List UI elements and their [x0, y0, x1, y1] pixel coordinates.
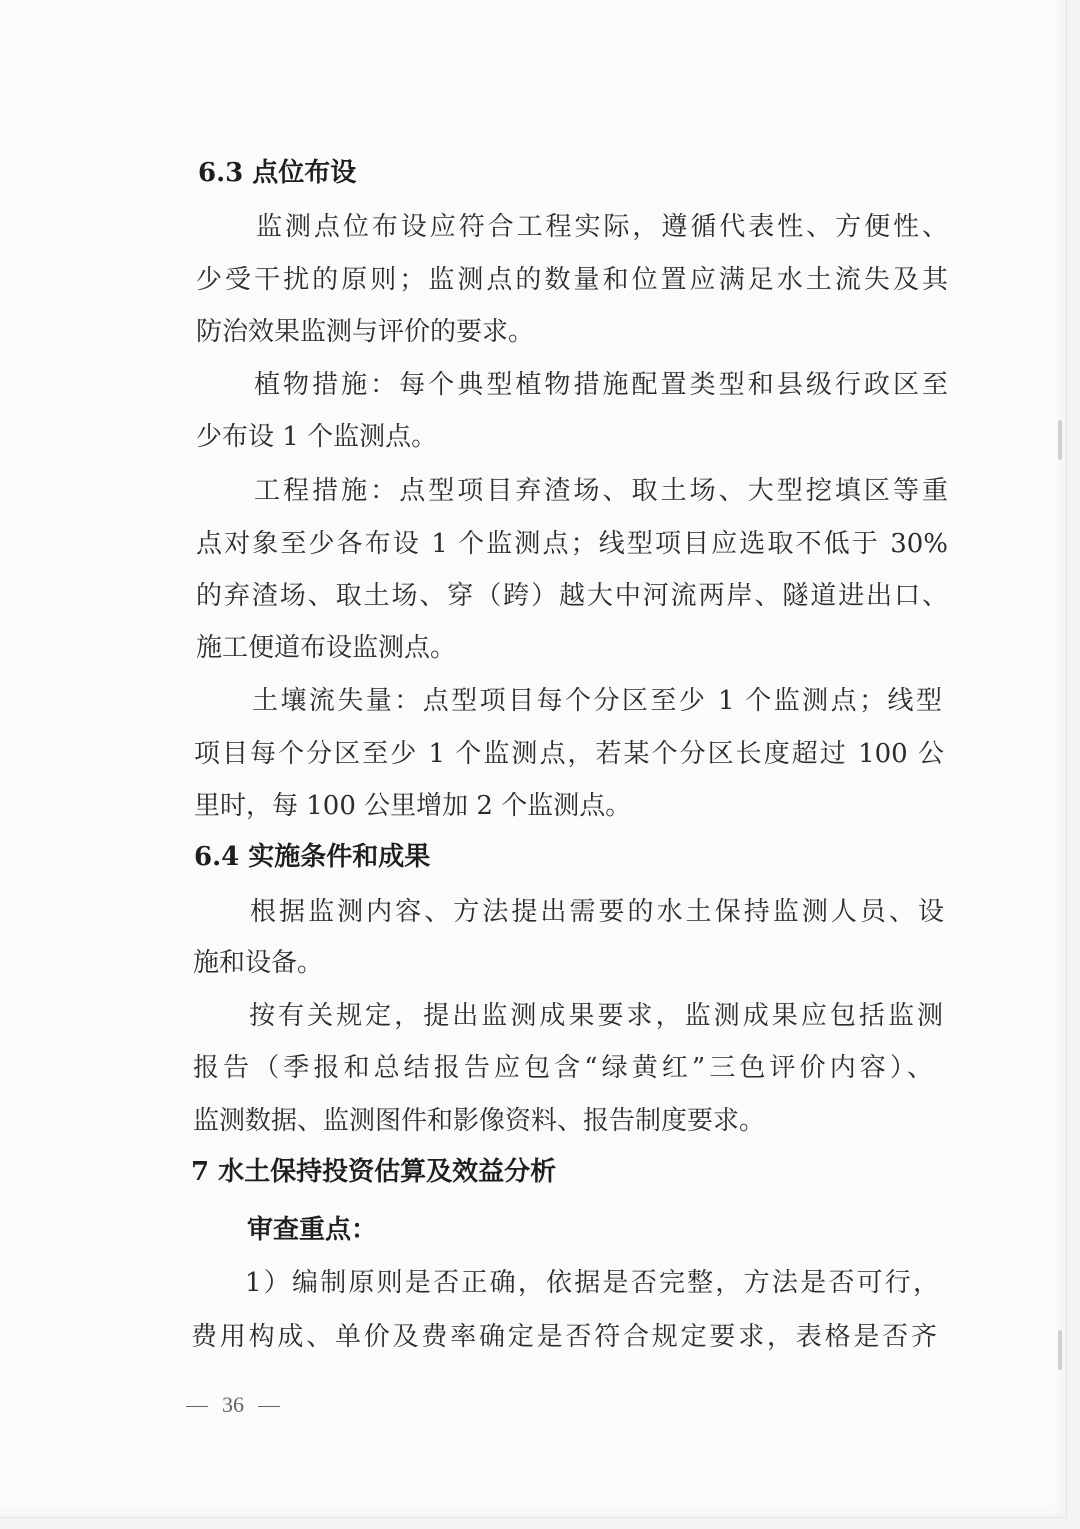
paragraph-line: 根据监测内容、方法提出需要的水土保持监测人员、设 — [250, 897, 944, 927]
review-focus-label: 审查重点： — [247, 1215, 378, 1245]
paragraph-line: 土壤流失量：点型项目每个分区至少 1 个监测点；线型 — [252, 686, 942, 716]
page-number-value: 36 — [222, 1392, 244, 1417]
paragraph-line: 报告（季报和总结报告应包含“绿黄红”三色评价内容）、 — [193, 1053, 933, 1083]
paragraph-line: 少布设 1 个监测点。 — [196, 422, 438, 452]
paragraph-line: 里时，每 100 公里增加 2 个监测点。 — [194, 791, 632, 821]
paragraph-line: 少受干扰的原则；监测点的数量和位置应满足水土流失及其 — [196, 265, 948, 295]
page-number-dash — [258, 1406, 280, 1407]
paragraph-line: 植物措施：每个典型植物措施配置类型和县级行政区至 — [254, 370, 948, 400]
section-6-4-heading: 6.4 实施条件和成果 — [194, 842, 431, 872]
paragraph-line: 监测点位布设应符合工程实际，遵循代表性、方便性、 — [256, 212, 948, 242]
scan-edge-mark — [1058, 1330, 1062, 1370]
page-number — [186, 1391, 280, 1419]
paragraph-line: 点对象至少各布设 1 个监测点；线型项目应选取不低于 30% — [196, 529, 948, 559]
paragraph-line: 工程措施：点型项目弃渣场、取土场、大型挖填区等重 — [254, 476, 948, 506]
section-7-heading: 7 水土保持投资估算及效益分析 — [191, 1157, 557, 1187]
paragraph-line: 防治效果监测与评价的要求。 — [196, 317, 535, 347]
page-number-dash — [186, 1406, 208, 1407]
paragraph-line: 的弃渣场、取土场、穿（跨）越大中河流两岸、隧道进出口、 — [196, 581, 948, 611]
paragraph-line: 监测数据、监测图件和影像资料、报告制度要求。 — [193, 1106, 766, 1136]
review-item-line: 1）编制原则是否正确，依据是否完整，方法是否可行， — [245, 1268, 939, 1298]
paragraph-line: 按有关规定，提出监测成果要求，监测成果应包括监测 — [249, 1001, 943, 1031]
review-item-line: 费用构成、单价及费率确定是否符合规定要求，表格是否齐 — [191, 1322, 937, 1352]
paragraph-line: 项目每个分区至少 1 个监测点，若某个分区长度超过 100 公 — [194, 739, 944, 769]
scan-edge-mark — [1058, 420, 1062, 460]
paragraph-line: 施工便道布设监测点。 — [196, 633, 457, 663]
paragraph-line: 施和设备。 — [193, 948, 324, 978]
section-6-3-heading: 6.3 点位布设 — [198, 158, 357, 188]
